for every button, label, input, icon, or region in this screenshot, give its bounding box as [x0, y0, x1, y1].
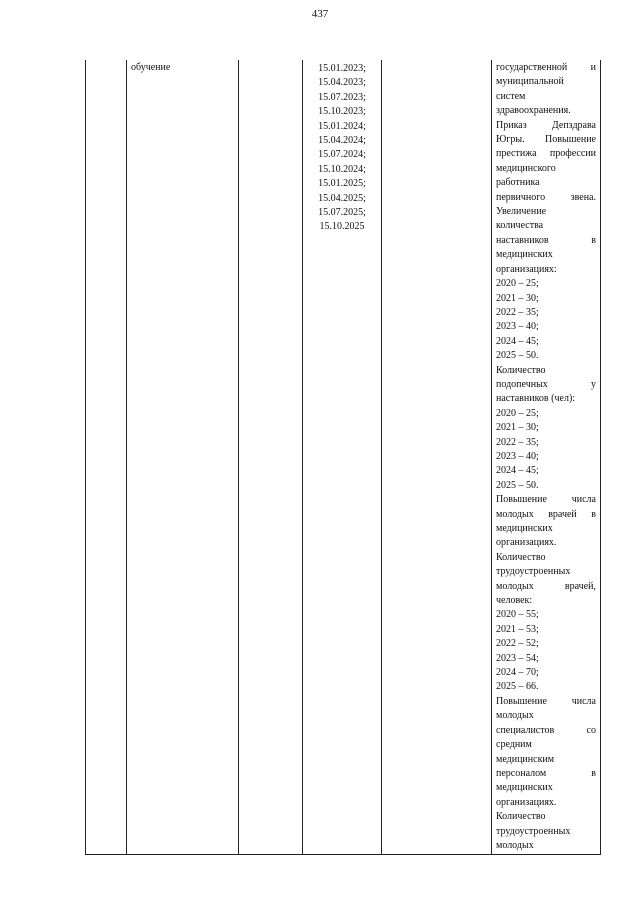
result-line: молодых	[496, 839, 534, 851]
result-line: 2021 – 53;	[496, 623, 539, 635]
result-line: систем	[496, 90, 526, 102]
result-line: 2022 – 35;	[496, 306, 539, 318]
activity-text: обучение	[131, 62, 171, 73]
result-line: 2023 – 40;	[496, 450, 539, 462]
cell-number	[86, 60, 127, 855]
date-item: 15.10.2023;	[318, 106, 366, 118]
result-line: Количество	[496, 364, 546, 376]
result-line: молодых	[496, 710, 534, 722]
result-line: престижа профессии	[496, 148, 596, 160]
result-line: трудоустроенных	[496, 825, 571, 837]
result-line: медицинских	[496, 249, 553, 261]
table-row	[86, 60, 601, 855]
result-line: 2024 – 70;	[496, 667, 539, 679]
result-line: наставников в	[496, 234, 596, 246]
result-line: первичного звена.	[496, 191, 596, 203]
result-line: молодых врачей,	[496, 580, 596, 592]
result-line: организациях:	[496, 263, 557, 275]
result-line: 2020 – 55;	[496, 609, 539, 621]
result-line: медицинским	[496, 753, 555, 765]
result-line: 2021 – 30;	[496, 292, 539, 304]
result-line: Количество	[496, 811, 546, 823]
date-item: 15.07.2025;	[318, 207, 366, 219]
page-number: 437	[311, 8, 329, 20]
result-line: средним	[496, 739, 532, 751]
date-item: 15.07.2023;	[318, 91, 366, 103]
result-line: Увеличение	[496, 206, 547, 218]
result-line: специалистов со	[496, 724, 596, 736]
date-item: 15.04.2025;	[318, 192, 366, 204]
result-line: 2023 – 40;	[496, 321, 539, 333]
date-item: 15.01.2024;	[318, 120, 366, 132]
date-item: 15.10.2024;	[318, 163, 366, 175]
result-line: Количество	[496, 551, 546, 563]
result-line: количества	[496, 220, 544, 232]
result-line: 2021 – 30;	[496, 422, 539, 434]
result-line: 2025 – 66.	[496, 681, 539, 693]
result-line: 2023 – 54;	[496, 652, 539, 664]
result-line: здравоохранения.	[496, 105, 571, 117]
result-line: работника	[496, 177, 540, 189]
date-item: 15.01.2025;	[318, 178, 366, 190]
result-line: персоналом в	[496, 767, 596, 779]
result-line: муниципальной	[496, 76, 564, 88]
cell-dates	[303, 60, 382, 855]
result-line: 2022 – 35;	[496, 436, 539, 448]
date-item: 15.01.2023;	[318, 63, 366, 74]
cell-result	[492, 60, 601, 855]
result-line: молодых врачей в	[496, 508, 596, 520]
result-line: 2024 – 45;	[496, 335, 539, 347]
result-line: наставников (чел):	[496, 393, 576, 405]
date-item: 15.10.2025	[319, 221, 365, 233]
result-line: Повышение числа	[496, 695, 596, 707]
result-line: медицинских	[496, 523, 553, 534]
result-line: государственной и	[496, 62, 596, 73]
result-line: подопечных у	[496, 378, 596, 390]
result-line: Югры. Повышение	[496, 134, 596, 146]
cell-activity	[127, 60, 239, 855]
result-line: 2020 – 25;	[496, 278, 539, 290]
date-item: 15.04.2024;	[318, 135, 366, 147]
result-line: 2025 – 50.	[496, 479, 539, 491]
result-line: человек:	[496, 595, 533, 607]
date-item: 15.04.2023;	[318, 77, 366, 89]
result-line: медицинских	[496, 782, 553, 794]
result-line: 2022 – 52;	[496, 638, 539, 650]
result-line: Повышение числа	[496, 494, 596, 506]
result-line: 2025 – 50.	[496, 350, 539, 362]
result-line: организациях.	[496, 796, 557, 808]
result-line: 2024 – 45;	[496, 465, 539, 477]
result-line: Приказ Депздрава	[496, 119, 596, 131]
cell-responsible	[239, 60, 303, 855]
result-line: организациях.	[496, 537, 557, 549]
continuation-table	[85, 60, 601, 855]
result-line: 2020 – 25;	[496, 407, 539, 419]
result-line: трудоустроенных	[496, 566, 571, 578]
result-line: медицинского	[496, 162, 556, 174]
cell-empty	[382, 60, 492, 855]
date-item: 15.07.2024;	[318, 149, 366, 161]
